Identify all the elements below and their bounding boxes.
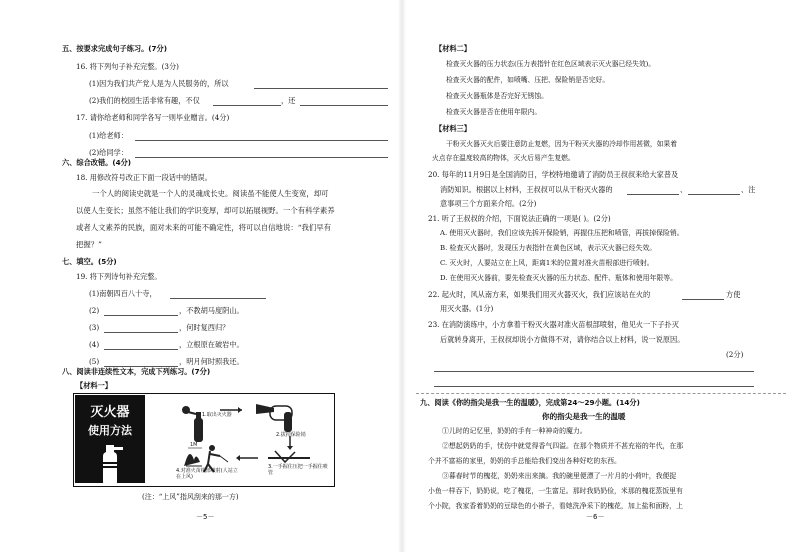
q17-1: (1)给老师： [89, 131, 128, 140]
material2-label: 【材料二】 [435, 44, 471, 53]
q19-2b: ，不教胡马度阴山。 [179, 306, 244, 315]
material2-line: 检查灭火器的配件，如喷嘴、压把、保险销是否完好。 [446, 76, 610, 84]
q17-2: (2)给同学： [89, 148, 128, 157]
q18-text: 或者人文素养的民族，面对未来的可能不确定性，将可以自信地说：“我们早有 [76, 223, 332, 232]
q19-3b: ，何时复西归？ [179, 323, 230, 332]
answer-line[interactable] [135, 140, 388, 141]
essay-paragraph: ③暮春时节的槐花，奶奶来出来摘。我的碗里便漂了一片月的小荷叶，我便捉 [442, 472, 677, 480]
q21-option-a[interactable]: A. 使用灭火器时，我们应该先拆开保险销，再握住压把和喷管，再拔掉保险销。 [440, 229, 684, 237]
answer-line[interactable] [434, 386, 754, 387]
q23-text: 23. 在消防演练中，小方拿着干粉灭火器对准火苗根部喷射，他见火一下子扑灭 [428, 320, 679, 329]
q19-3: (3) [89, 323, 100, 332]
q19-5: (5) [89, 357, 100, 366]
q19-4: (4) [89, 340, 100, 349]
q18-text: 一个人的阅读史就是一个人的灵魂成长史。阅读虽不能使人生变宽，却可 [92, 189, 329, 198]
q20-text: 意事项三个方面来介绍。(2分) [440, 199, 537, 208]
q23-score: (2分) [726, 350, 744, 359]
essay-title: 你的指尖是我一生的温暖 [542, 412, 626, 421]
step1-label: 1.取出灭火器 [202, 412, 232, 418]
manual-header [75, 395, 145, 483]
extinguisher-icon [90, 440, 130, 488]
material2-line: 检查灭火器瓶体是否完好无锈蚀。 [446, 92, 548, 100]
svg-text:1M: 1M [190, 442, 198, 448]
q19-4b: ，立根原在破岩中。 [179, 340, 244, 349]
page-number: －5－ [196, 513, 215, 521]
right-page [406, 0, 794, 552]
step2-pull-pin-icon [256, 404, 292, 432]
answer-line[interactable] [682, 299, 724, 300]
material1-label: 【材料一】 [76, 381, 112, 390]
answer-line[interactable] [104, 315, 178, 316]
answer-line[interactable] [135, 157, 388, 158]
section5-title: 五、按要求完成句子练习。(7分) [62, 44, 168, 53]
section-divider [416, 393, 786, 394]
q16-2b: ，还 [281, 96, 296, 105]
answer-line[interactable] [300, 105, 388, 106]
step1-extinguisher-icon [182, 406, 203, 442]
q22-text: 用灭火器。(1分) [440, 304, 494, 313]
answer-line[interactable] [170, 298, 266, 299]
section8-title: 八、阅读非连续性文本，完成下列练习。(7分) [62, 367, 211, 376]
q20-tail: 、注 [741, 185, 756, 194]
material3-label: 【材料三】 [435, 124, 471, 133]
q20-text: 消防知识。根据以上材料，王叔叔可以从干粉灭火器的 [440, 185, 613, 194]
q18-text: 以使人生变长；虽然不能让我们的学识变厚，却可以拓展视野。一个有科学素养 [76, 206, 335, 215]
answer-line[interactable] [688, 194, 740, 195]
q18-text: 把握？” [76, 240, 102, 249]
page-number: －6－ [586, 513, 605, 521]
step3-label: 3.一手握住压把一手握住喷管 [268, 464, 328, 476]
essay-paragraph: ②想起奶奶的手，忧伤中就觉得香气四溢。在那个物质并不甚充裕的年代，在那 [442, 442, 684, 450]
q16-prompt: 16. 将下列句子补充完整。(3分) [76, 62, 179, 71]
essay-paragraph: 个小院，我家香着奶奶的豆绿色的小褂子，看她洗净采下的槐花，加上盐和面粉，上 [428, 502, 683, 510]
material2-line: 检查灭火器的压力状态(压力表指针在红色区域表示灭火器已经失效)。 [446, 60, 656, 68]
q22-tail: 方使 [726, 290, 741, 299]
section7-title: 七、填空。(5分) [62, 257, 117, 266]
q19-1: (1)南朝四百八十寺， [89, 289, 157, 298]
essay-paragraph: 小鱼一样吞下，奶奶说，吃了槐花，一生富足。那时我奶奶俭，米那的槐花蒸饭里有 [428, 487, 683, 495]
essay-paragraph: 个并不富裕的家里，奶奶的手总能给我们变出各种好吃的东西。 [428, 457, 621, 465]
q22-text: 22. 起火时，风从南方来，如果我们用灭火器灭火，我们应该站在火的 [428, 290, 651, 299]
figure-note: (注：“上风”指风刮来的那一方) [142, 493, 239, 501]
answer-line[interactable] [104, 349, 178, 350]
q16-2: (2)我们的校园生活非常有趣，不仅 [89, 96, 200, 105]
q23-text: 后就转身离开，王叔叔却说小方做得不对，请你结合以上材料，说一说原因。 [440, 335, 685, 344]
section9-title: 九、阅读《你的指尖是我一生的温暖》，完成第24～29小题。(14分) [420, 398, 640, 407]
manual-subtitle: 使用方法 [88, 424, 132, 437]
q18-prompt: 18. 用修改符号改正下面一段话中的错误。 [76, 173, 212, 182]
essay-paragraph: ①儿时的记忆里，奶奶的手有一种神奇的魔力。 [442, 427, 587, 435]
q16-1: (1)因为我们共产党人是为人民服务的，所以 [89, 79, 229, 88]
q19-5b: ，明月何时照我还。 [179, 357, 244, 366]
q21-option-b[interactable]: B. 检查灭火器时，发现压力表指针在黄色区域，表示灭火器已经失效。 [440, 244, 657, 252]
section6-title: 六、综合改错。(4分) [62, 158, 132, 167]
q19-prompt: 19. 将下列诗句补充完整。 [76, 272, 162, 281]
step4-label: 4.对准火苗根部喷射(人站立在上风) [176, 468, 238, 480]
q21-prompt: 21. 听了王叔叔的介绍，下面说法正确的一项是( )。(2分) [428, 214, 611, 223]
q20-sep: 、 [680, 185, 688, 194]
answer-line[interactable] [104, 332, 178, 333]
answer-line[interactable] [627, 194, 679, 195]
answer-line[interactable] [434, 371, 754, 372]
material3-line: 干粉灭火器灭火后要注意防止复燃，因为干粉灭火器的冷却作用甚微，如果着 [446, 140, 678, 148]
q21-option-d[interactable]: D. 在使用灭火器前，要先检查灭火器的压力状态、配件、瓶体和使用年限等。 [440, 274, 678, 282]
extinguisher-manual-figure [73, 393, 335, 487]
manual-title: 灭火器 [90, 405, 130, 420]
material2-line: 检查灭火器是否在使用年限内。 [446, 108, 542, 116]
step3-grip-icon [268, 451, 310, 462]
q20-text: 20. 每年的11月9日是全国消防日，学校特地邀请了消防员王叔叔来给大家普及 [428, 170, 679, 179]
answer-line[interactable] [254, 88, 388, 89]
q21-option-c[interactable]: C. 灭火时，人要站立在上风，距离1米的位置对准火苗根部进行喷射。 [440, 259, 654, 267]
step2-label: 2.拔掉保险销 [276, 432, 306, 438]
answer-line[interactable] [213, 105, 281, 106]
material3-line: 火点存在温度较高的物体，灭火后易产生复燃。 [432, 154, 575, 162]
q17-prompt: 17. 请你给老师和同学各写一则毕业赠言。(4分) [76, 113, 230, 122]
q19-2: (2) [89, 306, 100, 315]
